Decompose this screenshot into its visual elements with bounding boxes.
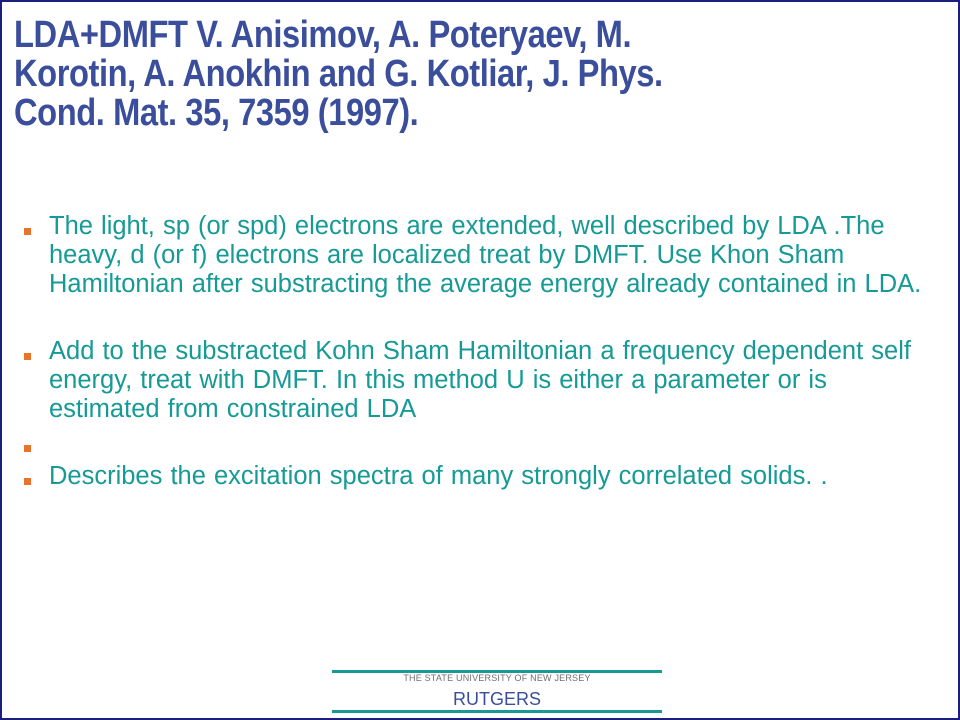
university-name: RUTGERS (452, 689, 541, 709)
bullet-item (24, 212, 924, 299)
footer-rule-bottom (332, 710, 662, 713)
bullet-item (24, 429, 924, 458)
square-bullet-icon (24, 478, 31, 485)
title-line-3: Cond. Mat. 35, 7359 (1997). (14, 92, 419, 134)
bullet-text: Add to the substracted Kohn Sham Hamiltonian a frequency dependent self energy, treat with DMFT. In this method U is either a parameter or is estimated from constrained LDA (49, 337, 911, 423)
university-subtitle: THE STATE UNIVERSITY OF NEW JERSEY (403, 673, 591, 683)
bullet-item (24, 462, 924, 491)
slide-title (14, 16, 814, 133)
bullet-text: The light, sp (or spd) electrons are extended, well described by LDA .The heavy, d (or f) electrons are localized treat by DMFT. Use Khon Sham Hamiltonian after substracting the average energy already contained in LDA. (49, 212, 922, 298)
bullet-list (24, 212, 924, 491)
bullet-text: Describes the excitation spectra of many strongly correlated solids. . (49, 462, 828, 490)
title-line-1: LDA+DMFT V. Anisimov, A. Poteryaev, M. (14, 14, 632, 56)
rutgers-logo (332, 670, 662, 714)
square-bullet-icon (24, 228, 31, 235)
square-bullet-icon (24, 353, 31, 360)
square-bullet-icon (24, 445, 31, 452)
title-line-2: Korotin, A. Anokhin and G. Kotliar, J. Phys. (14, 53, 663, 95)
bullet-item (24, 337, 924, 424)
